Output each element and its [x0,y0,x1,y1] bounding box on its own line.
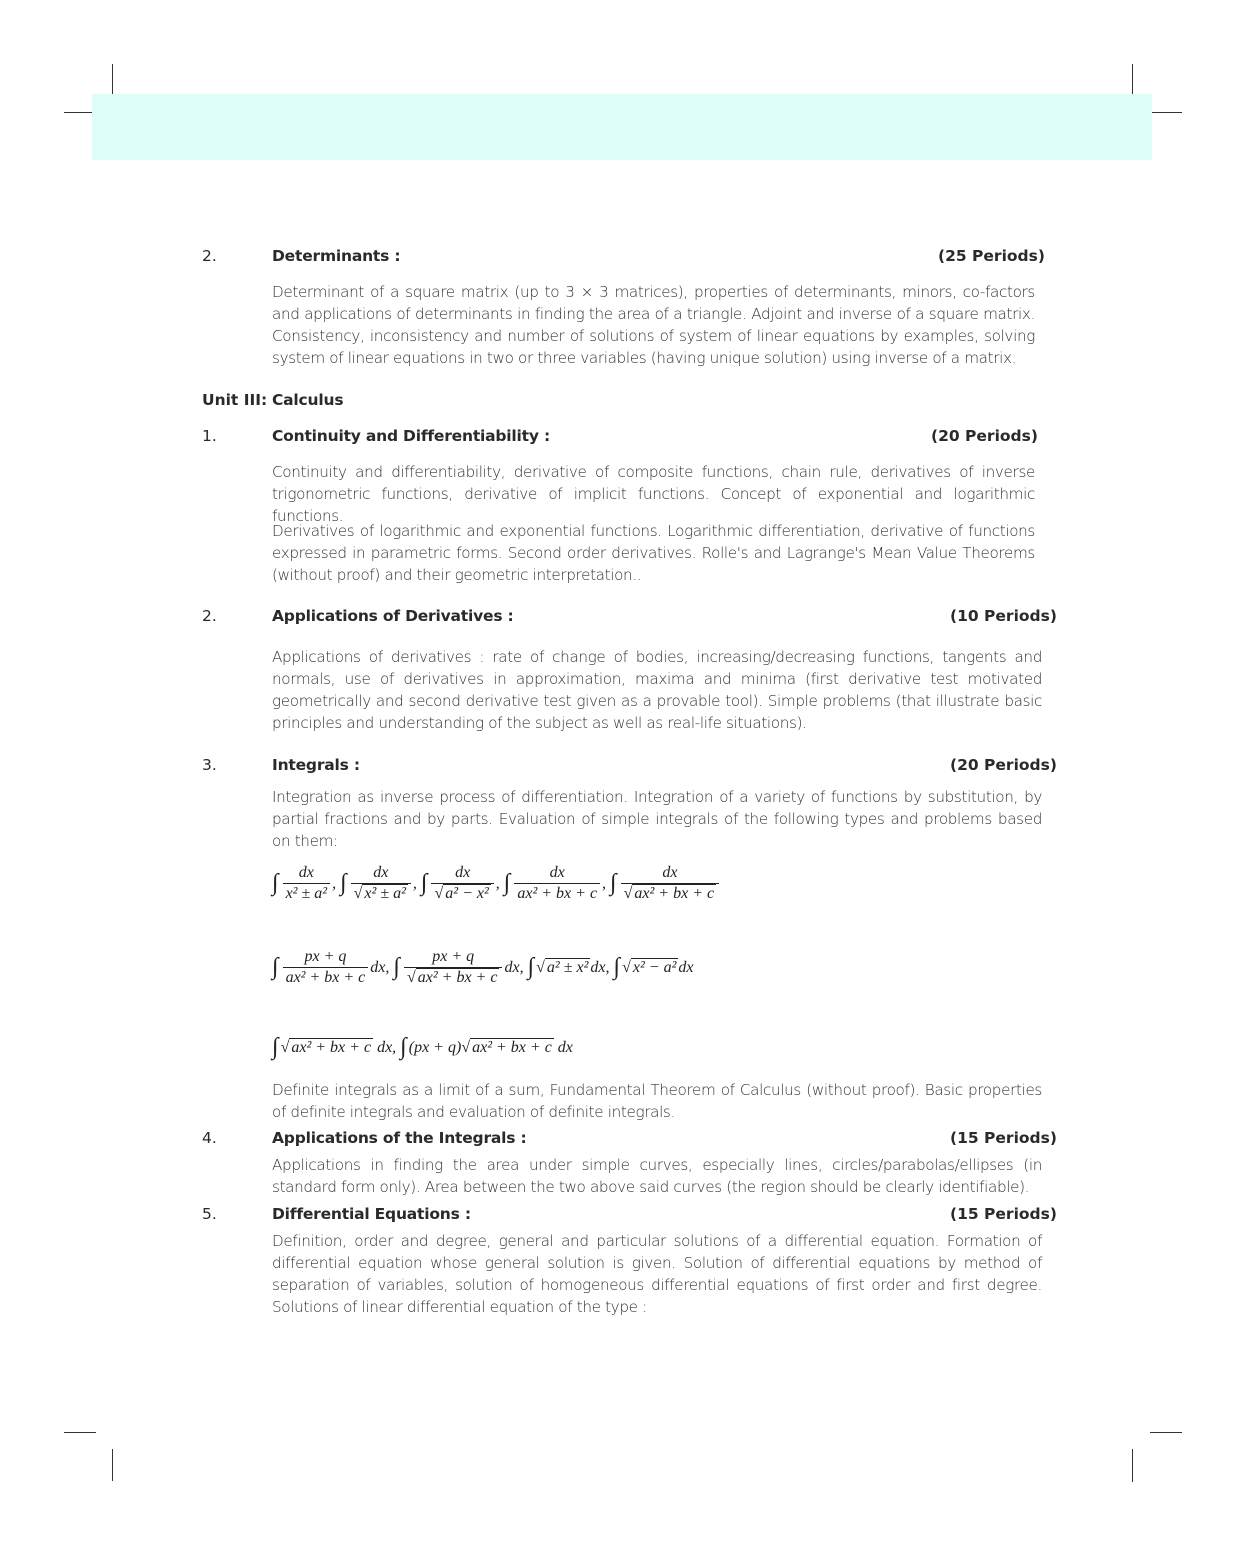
paragraph: Determinant of a square matrix (up to 3 × 3 matrices), properties of determinants, minors, co-factors and applications of determinants in finding the area of a triangle. Adjoint and inverse of a square matrix. Consistency, inconsistency and number of solutions of system of linear equations by examples, solving system of linear equations in two or three variables (having unique solution) using inverse of a matrix. [272,283,1035,367]
section-number: 1. [202,427,217,445]
paragraph: Definition, order and degree, general and particular solutions of a differential equation. Formation of differential equation whose general solution is given. Solution of differential equations by method of separation of variables, solution of homogeneous differential equations of first order and first degree. Solutions of linear differential equation of the type : [272,1232,1042,1316]
section-title: Determinants : [272,247,401,265]
integral-sign: ∫ [272,1034,279,1060]
paragraph: Definite integrals as a limit of a sum, Fundamental Theorem of Calculus (without proof). Basic properties of definite integrals and evaluation of definite integrals. [272,1081,1042,1121]
formula-row: ∫ $\frac{dx}{\text{x² ± a²}}$ , ∫ $\frac{dx}{\text{√ x² ± a²}}$ , ∫ $\frac{dx}{\text{√ a² − x²}}$ , ∫ $\frac{dx}{\text{ax² + bx + c}}$ , ∫ $\frac{dx}{\text{√ ax² + bx + c}}$ [272,864,721,903]
integral-sign: ∫ [610,870,617,896]
section-title: Applications of the Integrals : [272,1129,527,1147]
section-number: 3. [202,756,217,774]
paragraph: Applications in finding the area under simple curves, especially lines, circles/parabolas/ellipses (in standard form only). Area between the two above said curves (the region should be clearly identifiable). [272,1156,1042,1196]
integral-sign: ∫ [272,870,279,896]
section-number: 2. [202,607,217,625]
formula-row: ∫ $\frac{px + q}{\text{ax² + bx + c}}$ dx , ∫ $\frac{px + q}{\text{√ ax² + bx + c}}$ dx , ∫ √ a² ± x² dx , ∫ √ x² − a² dx [272,948,694,986]
unit-label: Unit III: [202,391,268,409]
crop-mark [112,64,113,96]
integral-sign: ∫ [393,954,400,980]
section-periods: (20 Periods) [950,756,1057,774]
header-band [92,94,1152,160]
section-periods: (15 Periods) [950,1129,1057,1147]
crop-mark [1132,1449,1133,1482]
section-number: 5. [202,1205,217,1223]
paragraph: Derivatives of logarithmic and exponential functions. Logarithmic differentiation, derivative of functions expressed in parametric forms. Second order derivatives. Rolle's and Lagrange's Mean Value Theorems (without proof) and their geometric interpretation.. [272,522,1035,584]
section-periods: (10 Periods) [950,607,1057,625]
integral-sign: ∫ [503,870,511,896]
integral-sign: ∫ [613,954,621,980]
section-number: 2. [202,247,217,265]
crop-mark [1150,1432,1182,1433]
integral-sign: ∫ [272,954,279,980]
section-title: Continuity and Differentiability : [272,427,550,445]
section-periods: (15 Periods) [950,1205,1057,1223]
paragraph: Continuity and differentiability, derivative of composite functions, chain rule, derivatives of inverse trigonometric functions, derivative of implicit functions. Concept of exponential and logarithmic functions. [272,463,1035,525]
section-title: Applications of Derivatives : [272,607,514,625]
integral-sign: ∫ [420,870,428,896]
crop-mark [1132,64,1133,96]
section-title: Integrals : [272,756,360,774]
section-periods: (25 Periods) [938,247,1045,265]
crop-mark [64,1432,96,1433]
paragraph: Integration as inverse process of differentiation. Integration of a variety of functions by substitution, by partial fractions and by parts. Evaluation of simple integrals of the following types and problems based on them: [272,788,1042,850]
integral-sign: ∫ [400,1034,407,1060]
section-periods: (20 Periods) [931,427,1038,445]
formula-row: ∫ √ ax² + bx + c dx , ∫ (px + q) √ ax² + bx + c dx [272,1034,573,1060]
paragraph: Applications of derivatives : rate of change of bodies, increasing/decreasing functions, tangents and normals, use of derivatives in approximation, maxima and minima (first derivative test motivated geometrically and second derivative test given as a provable tool). Simple problems (that illustrate basic principles and understanding of the subject as well as real-life situations). [272,648,1042,732]
unit-title: Calculus [272,391,344,409]
section-number: 4. [202,1129,217,1147]
crop-mark [112,1449,113,1481]
crop-mark [1150,112,1182,113]
integral-sign: ∫ [340,870,347,896]
integral-sign: ∫ [527,954,535,980]
section-title: Differential Equations : [272,1205,471,1223]
